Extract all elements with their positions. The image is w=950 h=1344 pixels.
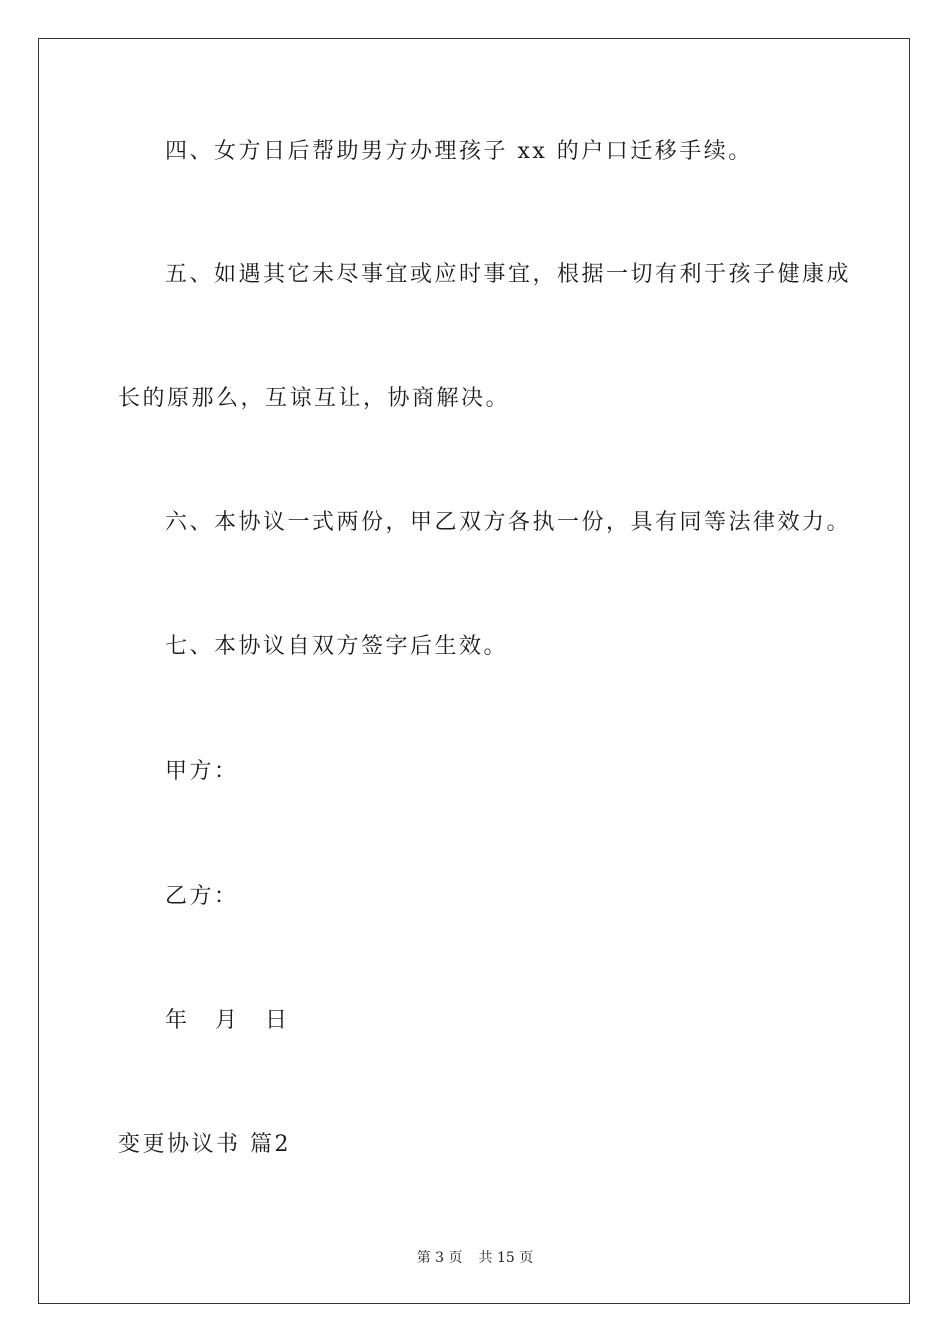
section-heading: 变更协议书 篇2	[118, 1132, 291, 1157]
date-day: 日	[265, 1008, 288, 1033]
party-b-signature-label: 乙方：	[165, 884, 239, 909]
page-border	[38, 38, 910, 1304]
signature-date	[165, 1006, 287, 1036]
page-footer	[0, 1248, 950, 1268]
clause-6: 六、本协议一式两份，甲乙双方各执一份，具有同等法律效力。	[165, 510, 852, 535]
date-year: 年	[165, 1008, 188, 1033]
page-number: 第 3 页	[416, 1250, 463, 1266]
clause-4: 四、女方日后帮助男方办理孩子 xx 的户口迁移手续。	[165, 139, 753, 164]
date-month: 月	[215, 1008, 238, 1033]
party-a-signature-label: 甲方：	[165, 759, 239, 784]
clause-5-line-1: 五、如遇其它未尽事宜或应时事宜，根据一切有利于孩子健康成	[165, 262, 852, 287]
clause-5-line-2: 长的原那么，互谅互让，协商解决。	[118, 386, 511, 411]
clause-7: 七、本协议自双方签字后生效。	[165, 634, 509, 659]
page-total: 共 15 页	[478, 1250, 534, 1266]
